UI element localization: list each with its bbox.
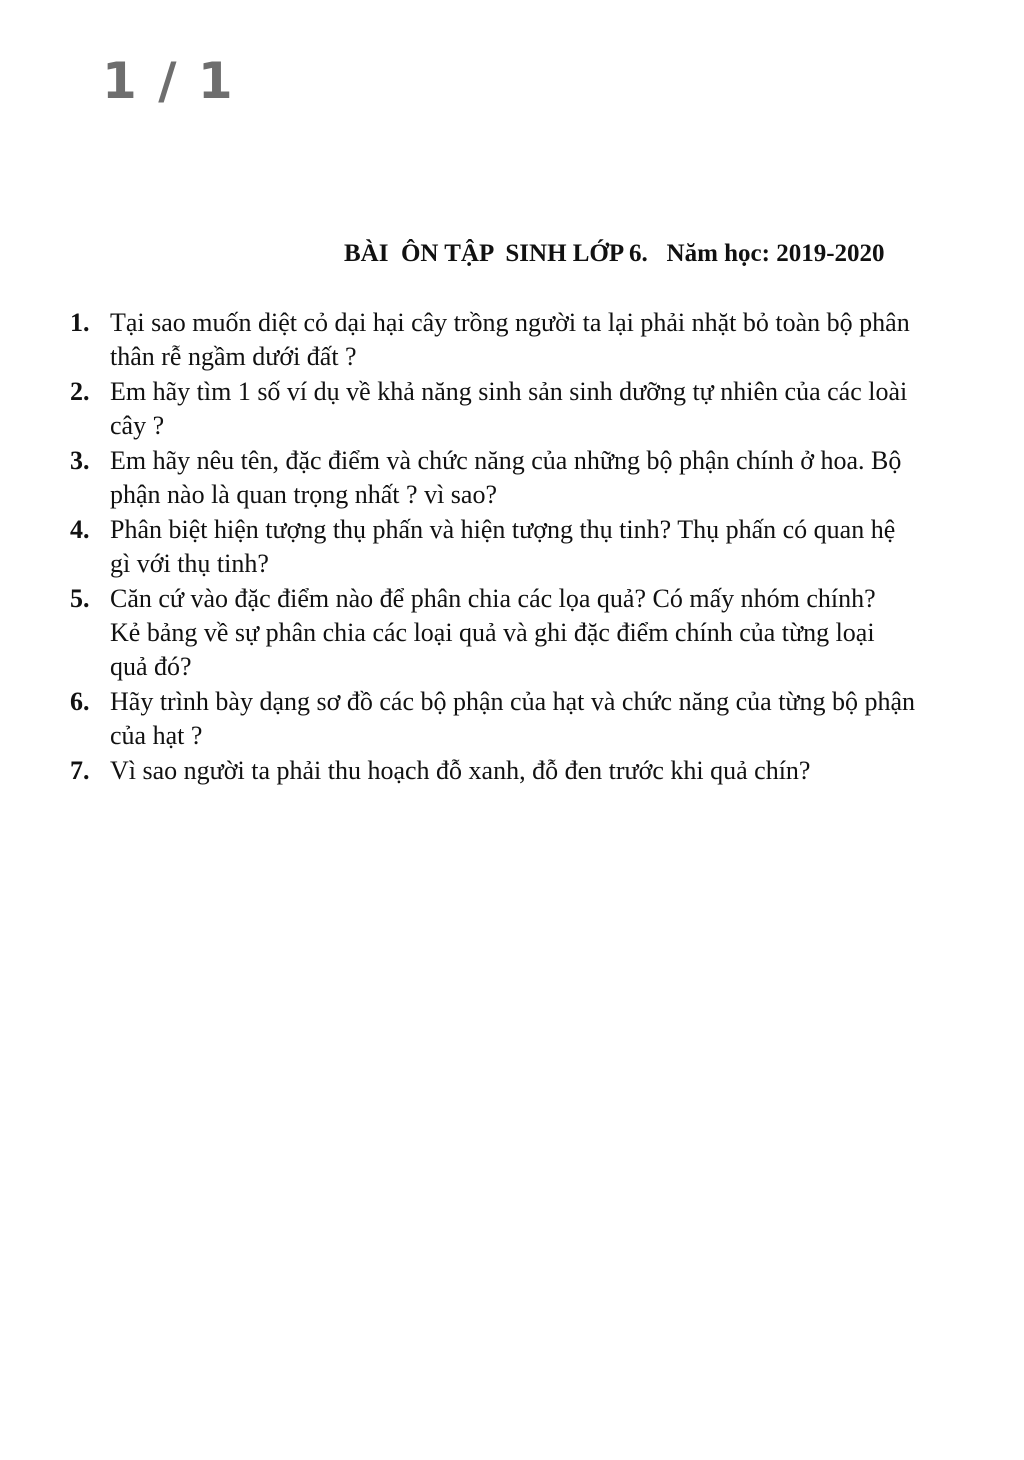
question-number: 1. xyxy=(70,308,90,337)
question-line: Kẻ bảng về sự phân chia các loại quả và ghi đặc điểm chính của từng loại xyxy=(110,618,875,647)
question-item xyxy=(0,685,1024,753)
question-line: cây ? xyxy=(110,411,165,440)
question-line: Phân biệt hiện tượng thụ phấn và hiện tượng thụ tinh? Thụ phấn có quan hệ xyxy=(110,515,896,544)
question-item xyxy=(0,513,1024,581)
question-line: thân rễ ngầm dưới đất ? xyxy=(110,342,357,371)
question-line: Hãy trình bày dạng sơ đồ các bộ phận của hạt và chức năng của từng bộ phận xyxy=(110,687,916,716)
question-line: gì với thụ tinh? xyxy=(110,549,269,578)
question-line: Căn cứ vào đặc điểm nào để phân chia các lọa quả? Có mấy nhóm chính? xyxy=(110,584,876,613)
document-title: BÀI ÔN TẬP SINH LỚP 6. Năm học: 2019-2020 xyxy=(344,240,885,267)
question-item xyxy=(0,444,1024,512)
question-line: Tại sao muốn diệt cỏ dại hại cây trồng người ta lại phải nhặt bỏ toàn bộ phân xyxy=(110,308,910,337)
question-line: Vì sao người ta phải thu hoạch đỗ xanh, đỗ đen trước khi quả chín? xyxy=(110,756,811,785)
question-number: 4. xyxy=(70,515,90,544)
question-line: của hạt ? xyxy=(110,721,203,750)
question-line: Em hãy nêu tên, đặc điểm và chức năng của những bộ phận chính ở hoa. Bộ xyxy=(110,446,902,475)
question-number: 5. xyxy=(70,584,90,613)
question-item xyxy=(0,582,1024,684)
question-item xyxy=(0,306,1024,374)
question-number: 2. xyxy=(70,377,90,406)
question-line: Em hãy tìm 1 số ví dụ về khả năng sinh sản sinh dưỡng tự nhiên của các loài xyxy=(110,377,908,406)
question-number: 3. xyxy=(70,446,90,475)
question-item xyxy=(0,754,1024,788)
question-line: quả đó? xyxy=(110,652,192,681)
question-line: phận nào là quan trọng nhất ? vì sao? xyxy=(110,480,497,509)
page-indicator: 1 / 1 xyxy=(102,52,235,110)
question-list xyxy=(0,306,1024,789)
question-item xyxy=(0,375,1024,443)
question-number: 6. xyxy=(70,687,90,716)
question-number: 7. xyxy=(70,756,90,785)
